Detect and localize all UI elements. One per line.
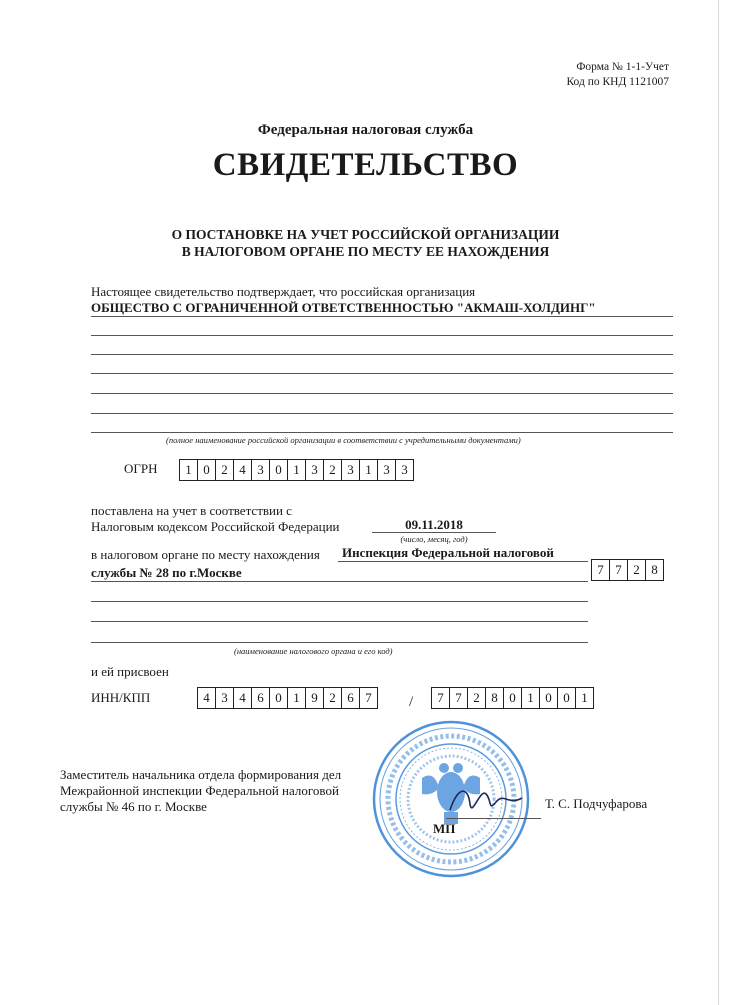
inn-digit: 9 [306, 688, 324, 708]
org-hint: (полное наименование российской организации в соответствии с учредительными документами) [166, 435, 521, 445]
tax-office-line-4 [91, 621, 588, 622]
kpp-digit: 7 [450, 688, 468, 708]
tax-office-code-digit: 7 [610, 560, 628, 580]
ogrn-label: ОГРН [124, 461, 158, 476]
intro-text: Настоящее свидетельство подтверждает, что российская организация [91, 284, 476, 299]
knd-code: Код по КНД 1121007 [566, 76, 669, 88]
subtitle-line-1: О ПОСТАНОВКЕ НА УЧЕТ РОССИЙСКОЙ ОРГАНИЗАЦИИ [171, 227, 560, 242]
form-number: Форма № 1-1-Учет [576, 61, 669, 73]
inn-digit: 7 [365, 690, 372, 705]
kpp-boxes [431, 687, 594, 709]
tax-office-name-1: Инспекция Федеральной налоговой [342, 545, 554, 560]
inn-digit: 0 [270, 688, 288, 708]
tax-office-line-5 [91, 642, 588, 643]
subtitle-line-2: В НАЛОГОВОМ ОРГАНЕ ПО МЕСТУ ЕЕ НАХОЖДЕНИЯ [181, 244, 550, 259]
kpp-digit: 8 [486, 688, 504, 708]
inn-digit: 4 [198, 688, 216, 708]
org-line-4 [91, 373, 673, 374]
date-hint: (число, месяц, год) [400, 534, 468, 544]
ogrn-digit: 2 [324, 460, 342, 480]
tax-office-code-digit: 7 [592, 560, 610, 580]
inn-digit: 6 [342, 688, 360, 708]
signature [446, 780, 526, 820]
agency-name: Федеральная налоговая служба [257, 122, 474, 138]
signatory-line-3: службы № 46 по г. Москве [60, 799, 207, 814]
form-info [566, 60, 669, 90]
kpp-digit: 1 [522, 688, 540, 708]
ogrn-boxes [179, 459, 414, 481]
tax-office-code-digit: 2 [628, 560, 646, 580]
ogrn-digit: 3 [378, 460, 396, 480]
ogrn-digit: 3 [401, 462, 408, 477]
inn-digit: 6 [252, 688, 270, 708]
org-line-6 [91, 413, 673, 414]
inn-digit: 4 [234, 688, 252, 708]
kpp-digit: 0 [558, 688, 576, 708]
ogrn-digit: 4 [234, 460, 252, 480]
ogrn-digit: 3 [306, 460, 324, 480]
inn-digit: 3 [216, 688, 234, 708]
org-line-2 [91, 335, 673, 336]
ogrn-digit: 2 [216, 460, 234, 480]
ogrn-digit: 1 [288, 460, 306, 480]
org-line-3 [91, 354, 673, 355]
tax-office-line-1 [338, 561, 588, 562]
ogrn-digit: 1 [360, 460, 378, 480]
ogrn-digit: 0 [270, 460, 288, 480]
org-line-1 [91, 316, 673, 317]
kpp-digit: 0 [540, 688, 558, 708]
stamp-label: МП [433, 821, 456, 836]
inn-kpp-separator: / [409, 694, 414, 710]
kpp-digit: 2 [468, 688, 486, 708]
tax-office-code-digit: 8 [651, 562, 658, 577]
signatory-position [60, 767, 341, 815]
registration-line-1: поставлена на учет в соответствии с [91, 503, 292, 518]
tax-office-name-2: службы № 28 по г.Москве [91, 565, 242, 580]
tax-office-line-3 [91, 601, 588, 602]
assigned-text: и ей присвоен [91, 664, 169, 679]
signature-line [446, 818, 541, 819]
inn-kpp-label: ИНН/КПП [91, 690, 151, 705]
kpp-digit: 0 [504, 688, 522, 708]
inn-boxes [197, 687, 378, 709]
org-line-5 [91, 393, 673, 394]
document-subtitle [0, 226, 731, 260]
kpp-digit: 7 [432, 688, 450, 708]
kpp-digit: 1 [581, 690, 588, 705]
signatory-line-1: Заместитель начальника отдела формирования дел [60, 767, 342, 782]
tax-office-label: в налоговом органе по месту нахождения [91, 547, 320, 562]
signatory-name: Т. С. Подчуфарова [545, 796, 648, 811]
ogrn-digit: 0 [198, 460, 216, 480]
document-title: СВИДЕТЕЛЬСТВО [212, 147, 519, 183]
ogrn-digit: 3 [342, 460, 360, 480]
tax-office-line-2 [91, 581, 588, 582]
organization-name: ОБЩЕСТВО С ОГРАНИЧЕННОЙ ОТВЕТСТВЕННОСТЬЮ "АКМАШ-ХОЛДИНГ" [91, 300, 596, 315]
ogrn-digit: 3 [252, 460, 270, 480]
ogrn-digit: 1 [180, 460, 198, 480]
date-line [372, 532, 496, 533]
registration-line-2: Налоговым кодексом Российской Федерации [91, 519, 340, 534]
inn-digit: 2 [324, 688, 342, 708]
tax-office-code-boxes [591, 559, 664, 581]
registration-date: 09.11.2018 [405, 517, 463, 532]
signatory-line-2: Межрайонной инспекции Федеральной налоговой [60, 783, 339, 798]
tax-office-hint: (наименование налогового органа и его код) [234, 646, 393, 656]
inn-digit: 1 [288, 688, 306, 708]
org-line-7 [91, 432, 673, 433]
